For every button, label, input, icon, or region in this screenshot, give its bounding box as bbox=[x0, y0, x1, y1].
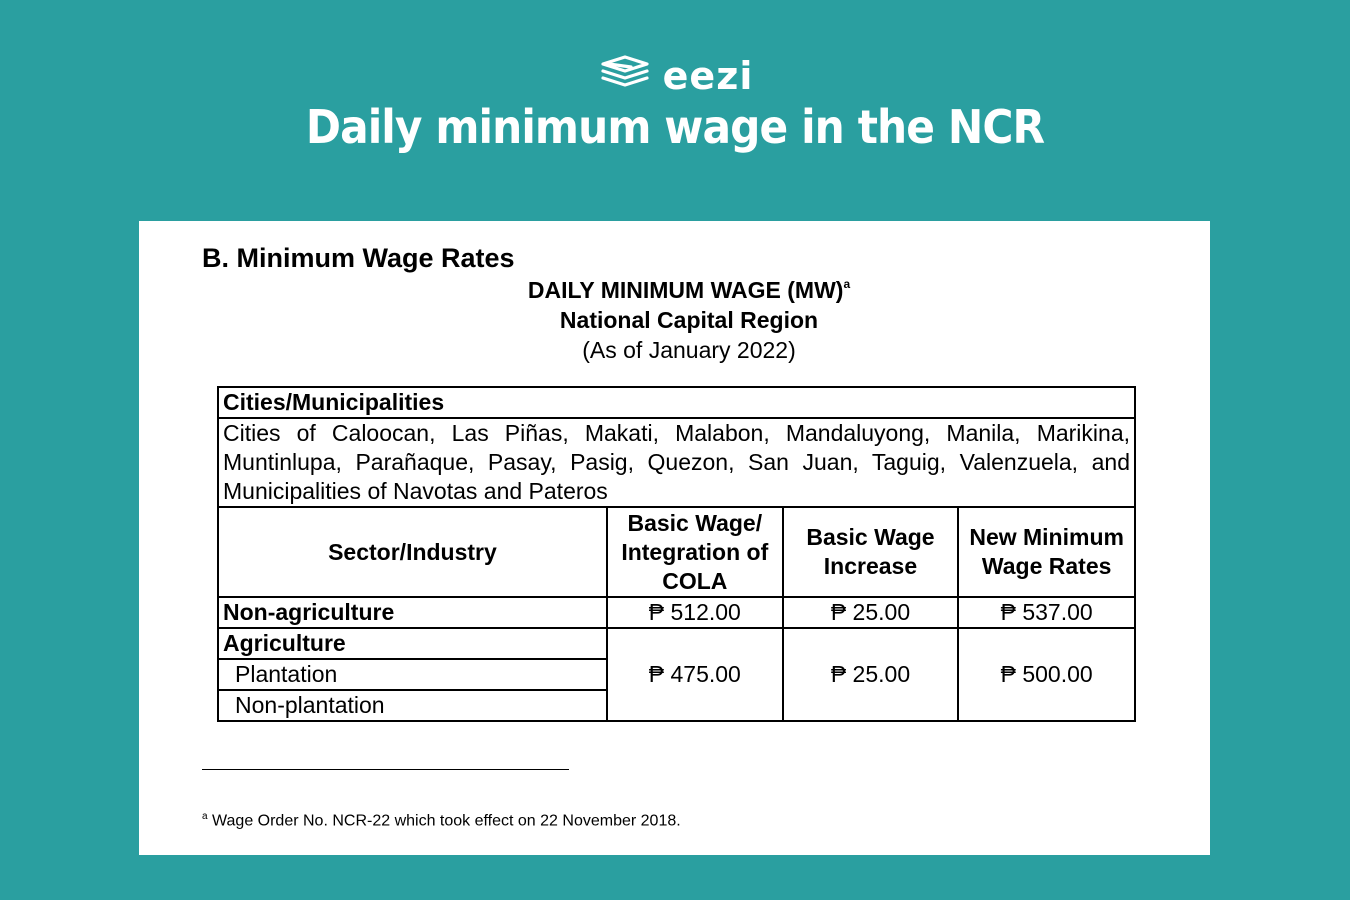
non-agri-basic: ₱ 512.00 bbox=[607, 597, 783, 628]
col-sector: Sector/Industry bbox=[218, 507, 607, 597]
row-non-agriculture: Non-agriculture bbox=[218, 597, 607, 628]
document-card bbox=[139, 221, 1210, 855]
page-headline: Daily minimum wage in the NCR bbox=[305, 100, 1045, 154]
row-agriculture: Agriculture bbox=[218, 628, 607, 659]
agri-new-rate: ₱ 500.00 bbox=[958, 628, 1135, 721]
row-plantation: Plantation bbox=[218, 659, 607, 690]
agri-basic: ₱ 475.00 bbox=[607, 628, 783, 721]
footnote-divider bbox=[202, 769, 569, 770]
agri-increase: ₱ 25.00 bbox=[783, 628, 959, 721]
non-agri-increase: ₱ 25.00 bbox=[783, 597, 959, 628]
footnote: $^a$ Wage Order No. NCR-22 which took effect on 22 November 2018. bbox=[202, 811, 681, 830]
col-basic-wage: Basic Wage/ Integration of COLA bbox=[607, 507, 783, 597]
col-increase: Basic Wage Increase bbox=[783, 507, 959, 597]
cities-list: Cities of Caloocan, Las Piñas, Makati, Malabon, Mandaluyong, Manila, Marikina, Muntinlupa, Parañaque, Pasay, Pasig, Quezon, San Juan, Taguig, Valenzuela, and Municipalities of Navotas and Pateros bbox=[218, 418, 1135, 507]
stacked-layers-icon bbox=[597, 54, 653, 97]
footnote-mark: a bbox=[843, 277, 851, 291]
brand-logo-text: eezi bbox=[662, 53, 754, 98]
brand-header bbox=[0, 54, 1350, 97]
wage-table bbox=[217, 386, 1136, 722]
col-new-rate: New Minimum Wage Rates bbox=[958, 507, 1135, 597]
row-non-plantation: Non-plantation bbox=[218, 690, 607, 721]
section-title: B. Minimum Wage Rates bbox=[202, 243, 515, 273]
cities-header: Cities/Municipalities bbox=[218, 387, 1135, 418]
non-agri-new-rate: ₱ 537.00 bbox=[958, 597, 1135, 628]
document-title: DAILY MINIMUM WAGE (MW)$^a$ bbox=[527, 277, 851, 303]
as-of-date: (As of January 2022) bbox=[582, 337, 796, 363]
region-title: National Capital Region bbox=[559, 307, 819, 333]
footnote-mark: a bbox=[202, 811, 208, 822]
